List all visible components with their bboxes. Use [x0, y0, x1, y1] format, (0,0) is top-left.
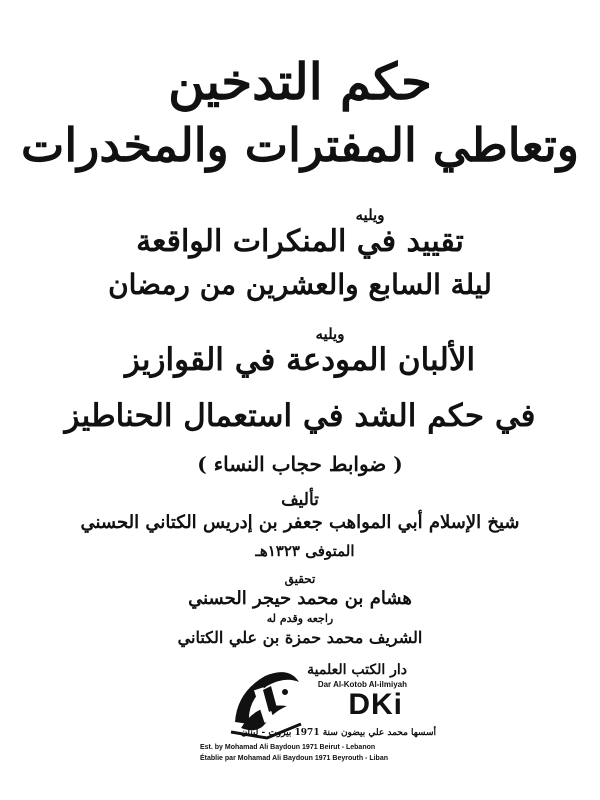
reviewer-label: راجعه وقدم له	[266, 612, 334, 625]
publisher-name-arabic: دار الكتب العلمية	[307, 662, 407, 678]
publisher-logo-text: DKi	[348, 688, 403, 721]
connector-1: ويليه	[355, 206, 385, 224]
section-1-title-line-2: ليلة السابع والعشرين من رمضان	[108, 268, 492, 301]
publisher-established-french: Établie par Mohamad Ali Baydoun 1971 Beyrouth - Liban	[200, 755, 388, 762]
section-2-title-line-2: في حكم الشد في استعمال الحناطيز	[64, 398, 536, 434]
reviewer-name: الشريف محمد حمزة بن علي الكتاني	[177, 628, 423, 647]
main-title-line-1: حكم التدخين	[168, 52, 432, 111]
editor-name: هشام بن محمد حيجر الحسني	[188, 588, 412, 609]
publisher-name-english: Dar Al-Kotob Al-ilmiyah	[317, 680, 407, 689]
editor-label: تحقيق	[284, 572, 316, 586]
author-death-date: المتوفى ١٣٢٣هـ	[255, 542, 355, 560]
section-2-title-line-1: الألبان المودعة في القوازيز	[124, 342, 476, 378]
publisher-established-arabic: أسسها محمد علي بيضون سنة 1971 بيروت - لبنان	[240, 728, 436, 738]
publisher-established-english: Est. by Mohamad Ali Baydoun 1971 Beirut - Lebanon	[200, 744, 376, 751]
connector-2: ويليه	[315, 325, 345, 343]
author-name: شيخ الإسلام أبي المواهب جعفر بن إدريس الكتاني الحسني	[80, 512, 520, 533]
author-label: تأليف	[281, 490, 319, 510]
section-1-title-line-1: تقييد في المنكرات الواقعة	[136, 224, 464, 259]
main-title-line-2: وتعاطي المفترات والمخدرات	[21, 118, 579, 172]
publisher-established-english-block	[200, 742, 450, 764]
section-2-subtitle: ( ضوابط حجاب النساء )	[197, 452, 403, 476]
